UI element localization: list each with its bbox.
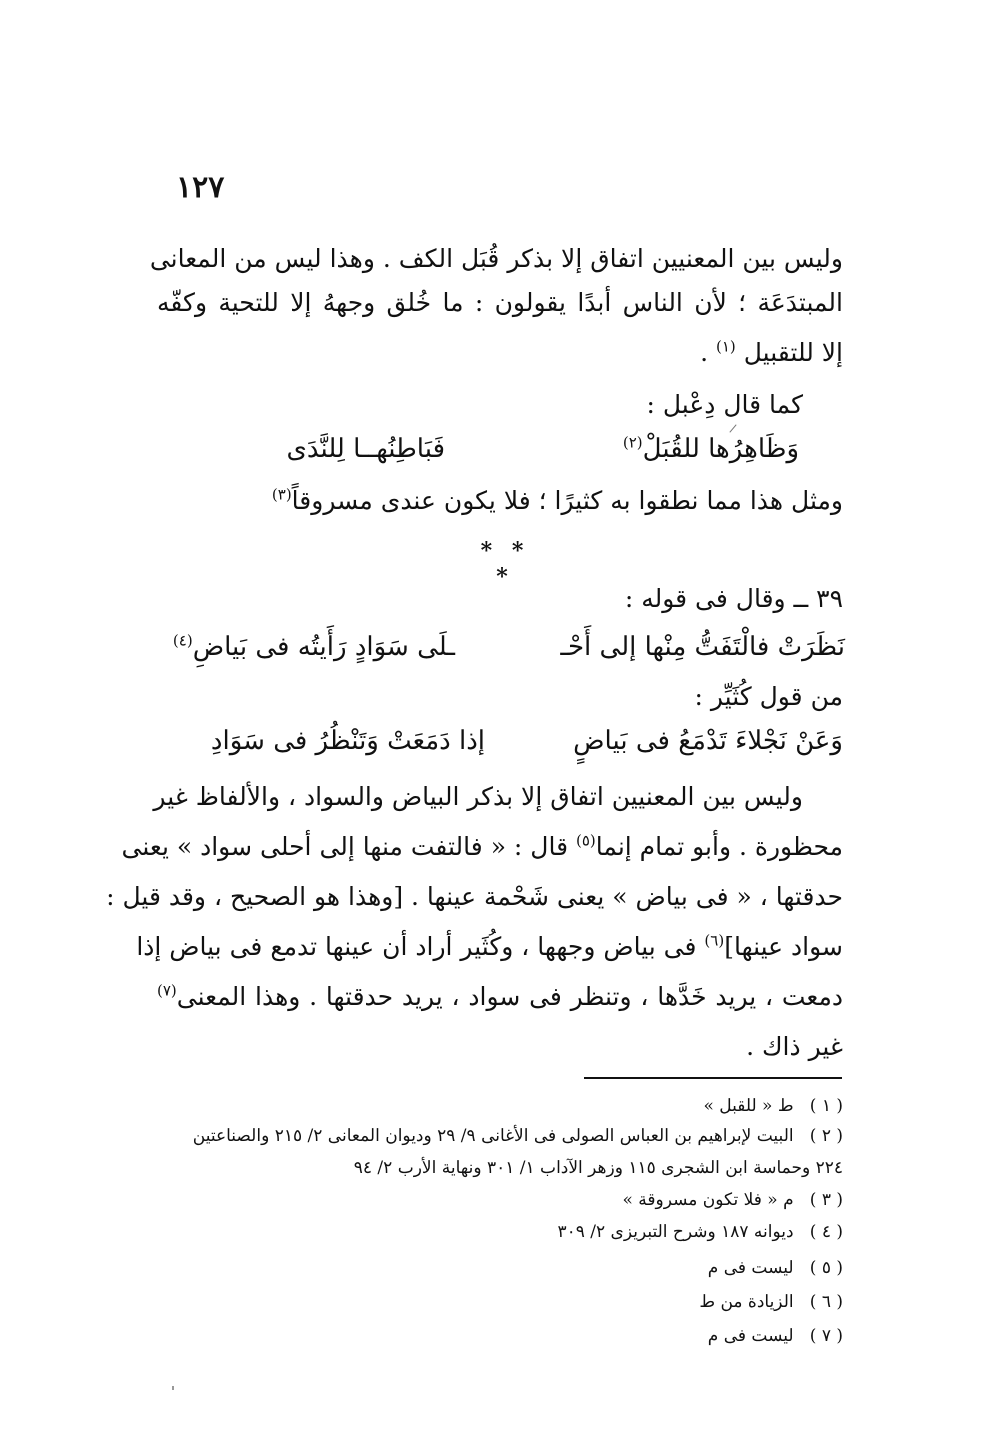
footnote-2-continuation-text: ٢٢٤ وحماسة ابن الشجرى ١١٥ وزهر الآداب ١/ ٣٠١ ونهاية الأرب ٢/ ٩٤ (353, 1158, 843, 1178)
footnote-2 (157, 1124, 843, 1148)
footnote-3-text: م « فلا تكون مسروقة » (622, 1190, 794, 1210)
paragraph-4-line-2-a: محظورة . وأبو تمام إنما (595, 832, 843, 861)
footnote-4-text: ديوانه ١٨٧ وشرح التبريزى ٢/ ٣٠٩ (557, 1222, 794, 1242)
footnote-ref-6: (٦) (704, 931, 725, 950)
footnote-ref-1: (١) (716, 337, 736, 356)
verse-2-second-hemistich-text: ـلَى سَوَادٍ رَأَيتُه فى بَياضِ (192, 632, 455, 662)
paragraph-3-line-1-text: ومثل هذا مما نطقوا به كثيرًا ؛ فلا يكون عندى مسروقاً (291, 486, 843, 515)
footnote-6-mark: ( ٦ ) (809, 1292, 843, 1312)
verse-1-second-hemistich (623, 432, 799, 466)
footnote-5-mark: ( ٥ ) (809, 1258, 843, 1278)
verse-2-first-hemistich: نَظَرَتْ فالْتَفَتُّ مِنْها إلى أَحْـ (560, 632, 845, 662)
paragraph-4-line-4-b: فى بياض وجهها ، وكُثَير أراد أن عينها تدمع فى بياض إذا (136, 932, 705, 961)
footnote-6-text: الزيادة من ط (699, 1292, 794, 1312)
verse-1-second-hemistich-text: وَظَاهِرُها للقُبَلْ (642, 434, 799, 464)
footnote-ref-3: (٣) (271, 485, 292, 504)
footnote-ref-7: (٧) (157, 981, 177, 1000)
footnote-ref-4: (٤) (172, 631, 193, 650)
scan-speck (172, 1386, 174, 1390)
footnote-ref-2: (٢) (622, 433, 643, 452)
paragraph-1-line-3-end: . (700, 338, 709, 367)
footnote-3 (157, 1188, 843, 1212)
paragraph-4-line-3: حدقتها ، « فى بياض » يعنى شَحْمة عينها . [وهذا هو الصحيح ، وقد قيل : (106, 882, 843, 911)
verse-2-second-hemistich (173, 630, 455, 664)
footnote-6 (157, 1290, 843, 1314)
footnote-divider (584, 1077, 842, 1079)
verse-3-second-hemistich: إذا دَمَعَتْ وَتَنْظُرُ فى سَوَادِ (210, 726, 485, 756)
footnote-1-mark: ( ١ ) (809, 1096, 843, 1116)
footnote-ref-5: (٥) (575, 831, 596, 850)
paragraph-4-line-5-a: دمعت ، يريد خَدَّها ، وتنظر فى سواد ، يريد حدقتها . وهذا المعنى (176, 982, 843, 1011)
paragraph-4-line-2 (121, 830, 843, 864)
footnote-2-continuation (157, 1156, 843, 1180)
verse-1-first-hemistich: فَبَاطِنُهــا لِلنَّدَى (286, 434, 445, 464)
paragraph-4-line-1: وليس بين المعنيين اتفاق إلا بذكر البياض والسواد ، والألفاظ غير (153, 782, 803, 811)
footnote-1-text: ط « للقبل » (703, 1096, 794, 1116)
section-divider-stars: * * * (480, 538, 530, 590)
footnote-2-mark: ( ٢ ) (809, 1126, 843, 1146)
footnote-5 (157, 1256, 843, 1280)
footnote-2-text: البيت لإبراهيم بن العباس الصولى فى الأغانى ٩/ ٢٩ وديوان المعانى ٢/ ٢١٥ والصناعتين (192, 1126, 794, 1146)
paragraph-3-line-1 (157, 484, 843, 518)
paragraph-1-line-3-text: إلا للتقبيل (743, 338, 843, 367)
footnote-7-text: ليست فى م (707, 1326, 794, 1346)
footnote-3-mark: ( ٣ ) (809, 1190, 843, 1210)
paragraph-4-line-5 (157, 980, 843, 1014)
footnote-7 (157, 1324, 843, 1348)
paragraph-4-line-2-b: قال : « فالتفت منها إلى أحلى سواد » يعنى (121, 832, 576, 861)
paragraph-1-line-3 (157, 336, 843, 370)
paragraph-4-line-4-a: سواد عينها] (724, 932, 843, 961)
footnote-5-text: ليست فى م (707, 1258, 794, 1278)
from-kuthayyir-line: من قول كُثَيِّر : (694, 682, 843, 711)
item-39-heading: ٣٩ ــ وقال فى قوله : (624, 584, 843, 613)
dibil-intro-line: كما قال دِعْبل : (646, 390, 803, 419)
verse-3-first-hemistich: وَعَنْ نَجْلاءَ تَدْمَعُ فى بَياضٍ (573, 726, 843, 756)
paragraph-1-line-1: وليس بين المعنيين اتفاق إلا بذكر قُبَل الكف . وهذا ليس من المعانى (149, 244, 843, 273)
paragraph-4-line-6: غير ذاك . (746, 1032, 843, 1061)
footnote-7-mark: ( ٧ ) (809, 1326, 843, 1346)
paragraph-1-line-2: المبتدَعَة ؛ لأن الناس أبدًا يقولون : ما خُلق وجههُ إلا للتحية وكفّه (157, 288, 843, 317)
page-number: ١٢٧ (176, 170, 225, 205)
footnote-4-mark: ( ٤ ) (809, 1222, 843, 1242)
footnote-1 (157, 1094, 843, 1118)
paragraph-4-line-4 (136, 930, 843, 964)
footnote-4 (157, 1220, 843, 1244)
